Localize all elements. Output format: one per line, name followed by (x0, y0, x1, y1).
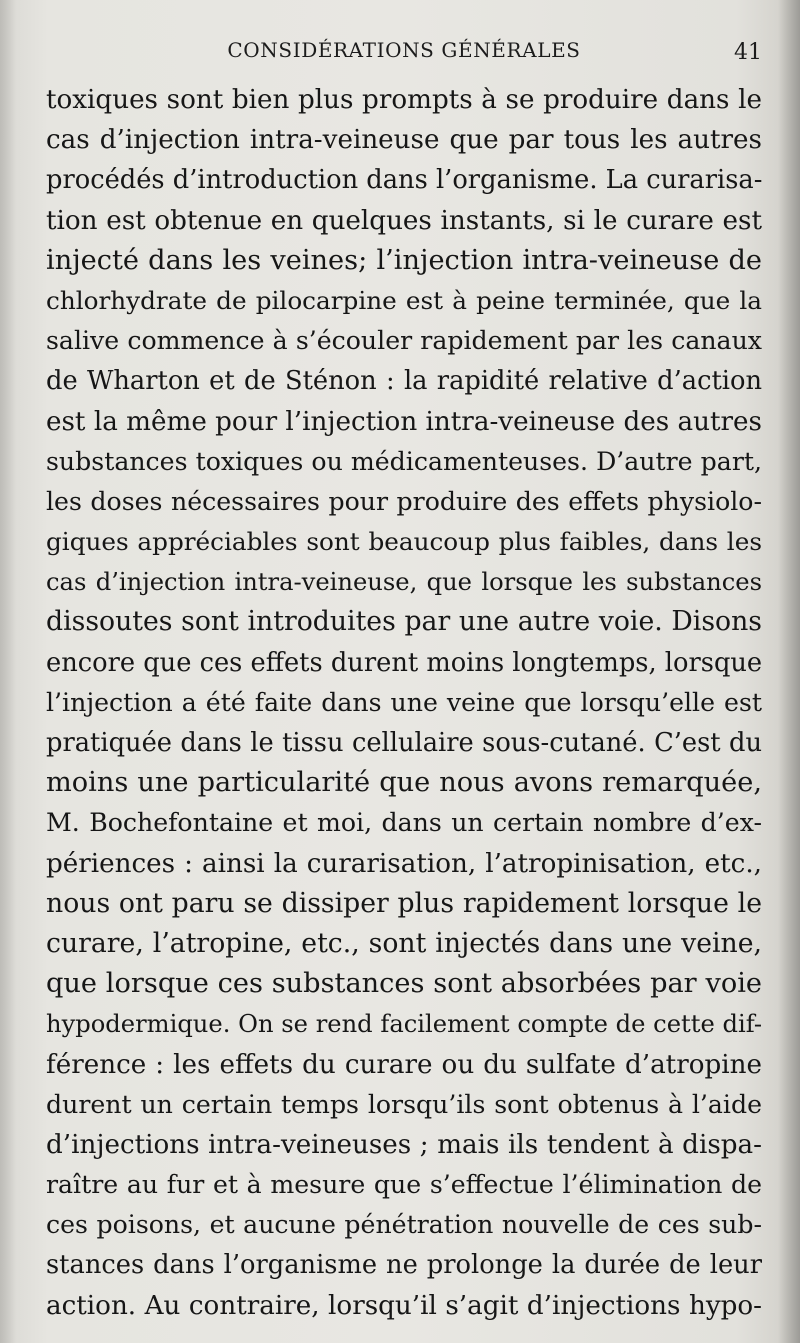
text-line: les doses nécessaires pour produire des effets physiolo- (46, 486, 762, 516)
text-line: ces poisons, et aucune pénétration nouvelle de ces sub- (46, 1210, 762, 1240)
text-line: périences : ainsi la curarisation, l’atropinisation, etc., (46, 848, 762, 879)
text-line: tion est obtenue en quelques instants, si le curare est (46, 205, 762, 236)
text-line: procédés d’introduction dans l’organisme. La curarisa- (46, 165, 762, 196)
page-left-shadow (0, 0, 16, 1343)
text-line: salive commence à s’écouler rapidement par les canaux (46, 326, 762, 356)
text-line: nous ont paru se dissiper plus rapidement lorsque le (46, 887, 762, 919)
page-right-shadow (778, 0, 800, 1343)
text-line: hypodermique. On se rend facilement compte de cette dif- (46, 1010, 762, 1039)
page-header (46, 38, 762, 74)
text-line: férence : les effets du curare ou du sulfate d’atropine (46, 1049, 762, 1080)
text-line: toxiques sont bien plus prompts à se produire dans le (46, 85, 762, 115)
text-line: l’injection a été faite dans une veine que lorsqu’elle est (46, 687, 762, 717)
text-line: cas d’injection intra-veineuse, que lorsque les substances (46, 568, 762, 597)
text-line: moins une particularité que nous avons remarquée, (46, 767, 762, 799)
text-line: cas d’injection intra-veineuse que par tous les autres (46, 125, 762, 156)
text-line: M. Bochefontaine et moi, dans un certain nombre d’ex- (46, 808, 762, 838)
text-line: d’injections intra-veineuses ; mais ils tendent à dispa- (46, 1129, 762, 1160)
page-number: 41 (734, 40, 762, 65)
text-line: de Wharton et de Sténon : la rapidité relative d’action (46, 366, 762, 397)
text-line: giques appréciables sont beaucoup plus faibles, dans les (46, 527, 762, 557)
text-line: stances dans l’organisme ne prolonge la durée de leur (46, 1250, 762, 1281)
text-line: action. Au contraire, lorsqu’il s’agit d’injections hypo- (46, 1290, 762, 1321)
text-line: est la même pour l’injection intra-veineuse des autres (46, 406, 762, 437)
text-line: pratiquée dans le tissu cellulaire sous-cutané. C’est du (46, 728, 762, 758)
text-line: curare, l’atropine, etc., sont injectés dans une veine, (46, 927, 762, 959)
body-text (46, 80, 762, 1326)
text-line: chlorhydrate de pilocarpine est à peine terminée, que la (46, 285, 762, 315)
text-line: substances toxiques ou médicamenteuses. D’autre part, (46, 446, 762, 476)
text-line: raître au fur et à mesure que s’effectue l’élimination de (46, 1170, 762, 1200)
text-line: que lorsque ces substances sont absorbées par voie (46, 968, 762, 1000)
text-line: injecté dans les veines; l’injection intra-veineuse de (46, 244, 762, 276)
text-line: dissoutes sont introduites par une autre voie. Disons (46, 606, 762, 638)
running-title: CONSIDÉRATIONS GÉNÉRALES (227, 38, 581, 62)
text-line: durent un certain temps lorsqu’ils sont obtenus à l’aide (46, 1089, 762, 1119)
text-line: encore que ces effets durent moins longtemps, lorsque (46, 647, 762, 678)
